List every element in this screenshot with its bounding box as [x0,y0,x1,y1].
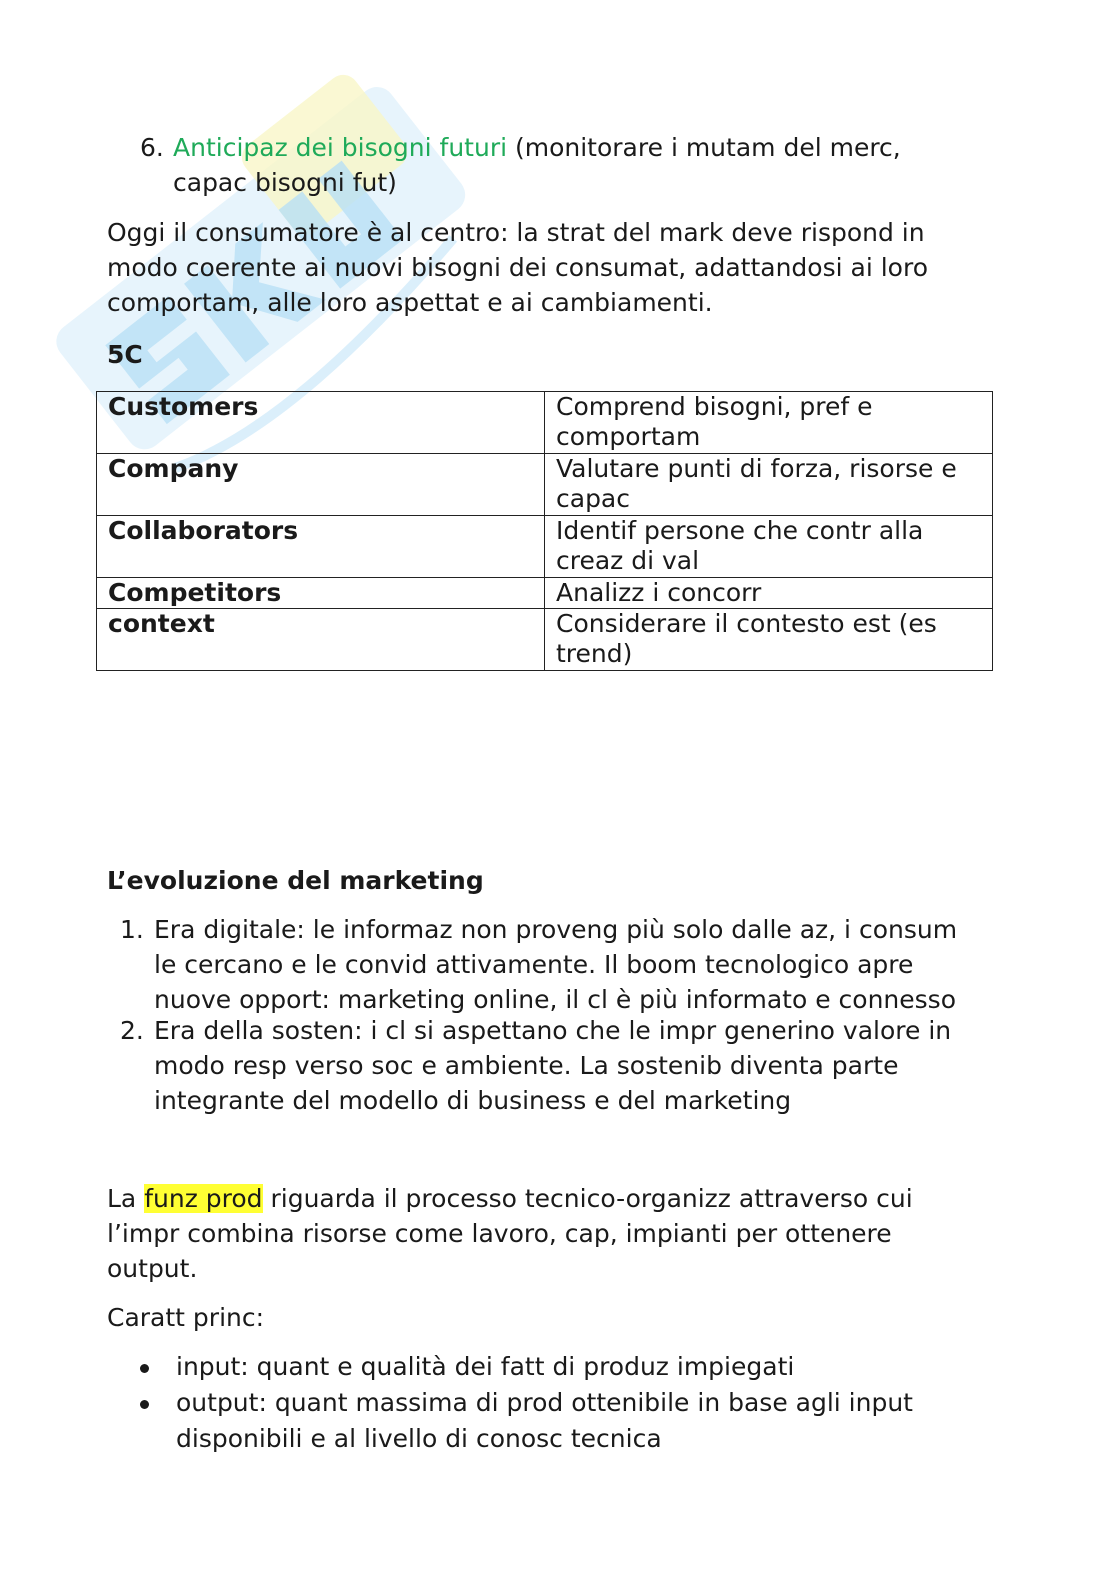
highlighted-text: funz prod [144,1184,263,1213]
table-cell-value [545,578,993,609]
cell-line: capac [556,484,630,513]
paragraph-line: l’impr combina risorse come lavoro, cap, impianti per ottenere [107,1219,892,1248]
table-cell-key: Competitors [97,578,545,609]
table-row [97,454,993,516]
list-item [140,1385,1060,1457]
evolution-list [120,912,1080,1118]
cell-line: Identif persone che contr alla [556,516,924,545]
paragraph-text: riguarda il processo tecnico-organizz attraverso cui [262,1184,913,1213]
highlighted-text: Anticipaz dei bisogni futuri [173,133,508,162]
caratt-label: Caratt princ: [107,1303,265,1332]
cell-line: Analizz i concorr [556,578,762,607]
cell-line: Considerare il contesto est (es [556,609,937,638]
cell-line: trend) [556,639,633,668]
cell-line: creaz di val [556,546,700,575]
five-c-table [96,391,993,671]
intro-paragraph [107,215,1067,320]
list-item-text: modo resp verso soc e ambiente. La sostenib diventa parte [154,1051,899,1080]
list-item-number: 6. [140,133,164,162]
table-cell-value [545,516,993,578]
list-item [120,1013,1080,1118]
table-row [97,516,993,578]
list-item-text: disponibili e al livello di conosc tecnica [176,1424,662,1453]
list-item-text: nuove opport: marketing online, il cl è più informato e connesso [154,985,957,1014]
table-cell-key: Customers [97,392,545,454]
table-row [97,609,993,671]
list-item-text: le cercano e le convid attivamente. Il boom tecnologico apre [154,950,914,979]
list-item [120,912,1080,1017]
cell-line: comportam [556,422,701,451]
table-cell-value [545,392,993,454]
table-row [97,578,993,609]
list-item [140,1349,1060,1385]
list-item-text: Era della sosten: i cl si aspettano che le impr generino valore in [154,1016,952,1045]
table-cell-key: context [97,609,545,671]
cell-line: Comprend bisogni, pref e [556,392,873,421]
table-cell-key: Collaborators [97,516,545,578]
caratt-bullet-list [140,1349,1060,1457]
table-cell-value [545,454,993,516]
list-item-text: integrante del modello di business e del marketing [154,1086,792,1115]
numbered-list-top [140,130,1040,200]
list-item-text: output: quant massima di prod ottenibile in base agli input [176,1388,913,1417]
section-heading-5c: 5C [107,340,143,369]
paragraph-text: La [107,1184,145,1213]
paragraph-line: output. [107,1254,198,1283]
list-item-text: capac bisogni fut) [173,168,397,197]
paragraph-line: comportam, alle loro aspettat e ai cambiamenti. [107,288,713,317]
list-item-number: 2. [120,1016,144,1045]
cell-line: Valutare punti di forza, risorse e [556,454,957,483]
list-item-text: Era digitale: le informaz non proveng più solo dalle az, i consum [154,915,958,944]
table-row [97,392,993,454]
paragraph-line: modo coerente ai nuovi bisogni dei consumat, adattandosi ai loro [107,253,928,282]
list-item-number: 1. [120,915,144,944]
table-cell-value [545,609,993,671]
table-cell-key: Company [97,454,545,516]
paragraph-line [107,1181,1067,1216]
list-item-text: input: quant e qualità dei fatt di produz impiegati [176,1352,795,1381]
section-heading-evolution: L’evoluzione del marketing [107,866,484,895]
funz-prod-paragraph [107,1181,1067,1286]
list-item [140,130,1040,200]
paragraph-line: Oggi il consumatore è al centro: la strat del mark deve rispond in [107,218,925,247]
list-item-text: (monitorare i mutam del merc, [507,133,901,162]
